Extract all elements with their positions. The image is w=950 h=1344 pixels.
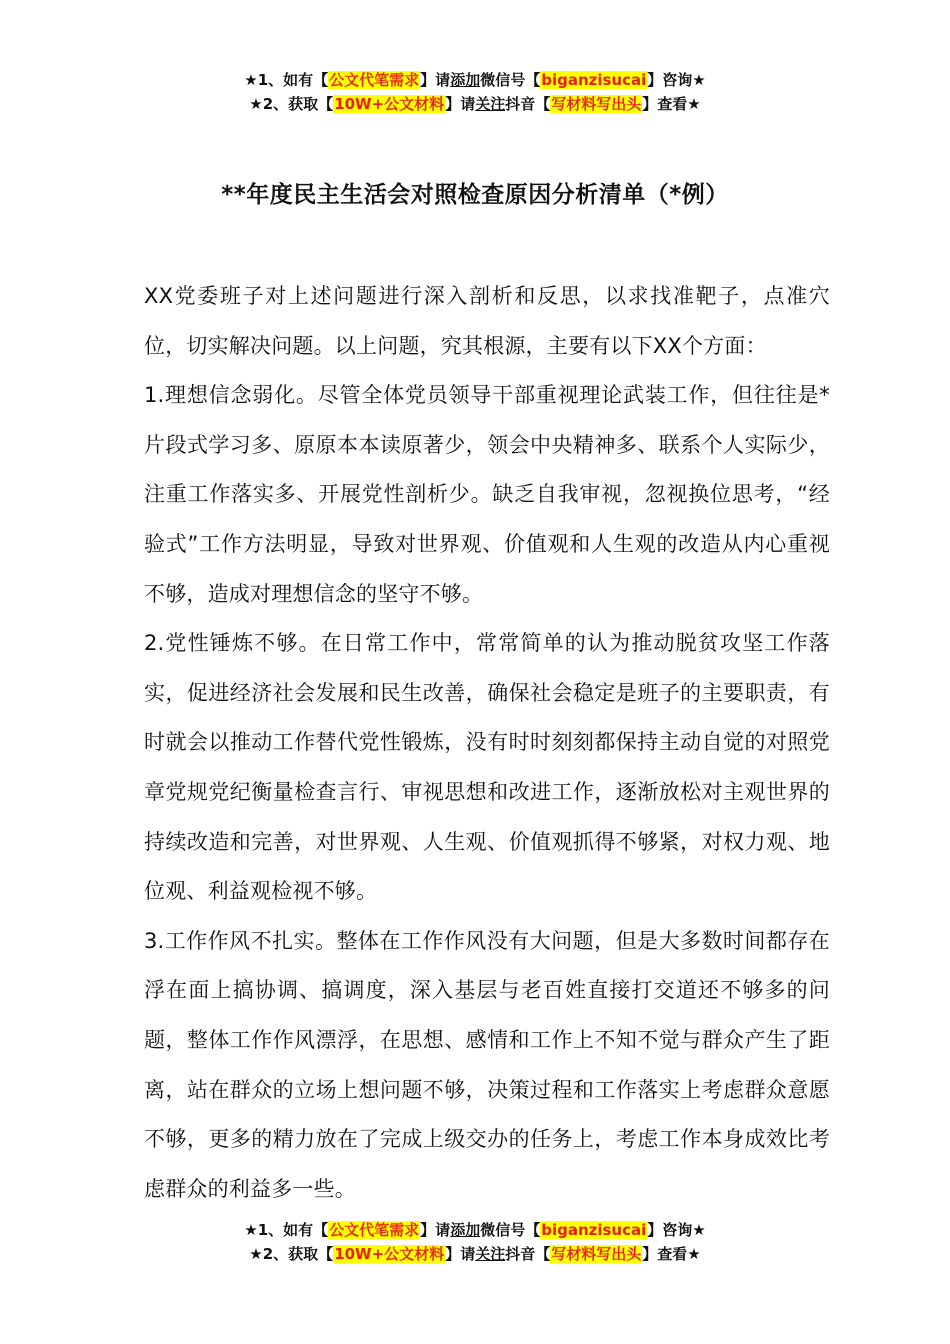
banner-highlight: 10W+公文材料 xyxy=(334,1245,445,1263)
paragraph-2: 2.党性锤炼不够。在日常工作中，常常简单的认为推动脱贫攻坚工作落实，促进经济社会发展和民生改善，确保社会稳定是班子的主要职责，有时就会以推动工作替代党性锻炼，没有时时刻刻都保持主动自觉的对照党章党规党纪衡量检查言行、审视思想和改进工作，逐渐放松对主观世界的持续改造和完善，对世界观、人生观、价值观抓得不够紧，对权力观、地位观、利益观检视不够。 xyxy=(144,631,830,904)
banner-underline: 关注 xyxy=(475,95,506,113)
bottom-banner xyxy=(0,1218,950,1266)
document-body xyxy=(144,272,830,1214)
banner-highlight: 公文代笔需求 xyxy=(329,1221,420,1239)
banner-line-1 xyxy=(0,68,950,92)
document-title: **年度民主生活会对照检查原因分析清单（*例） xyxy=(221,182,729,208)
banner-line-2 xyxy=(0,1242,950,1266)
paragraph-1: 1.理想信念弱化。尽管全体党员领导干部重视理论武装工作，但往往是*片段式学习多、原原本本读原著少，领会中央精神多、联系个人实际少，注重工作落实多、开展党性剖析少。缺乏自我审视，忽视换位思考，“经验式”工作方法明显，导致对世界观、价值观和人生观的改造从内心重视不够，造成对理想信念的坚守不够。 xyxy=(144,383,830,606)
banner-text: ★2、获取【 xyxy=(249,1245,334,1263)
banner-text: 】请 xyxy=(445,95,476,113)
banner-highlight: 10W+公文材料 xyxy=(334,95,445,113)
banner-highlight: biganzisucai xyxy=(541,71,647,89)
banner-highlight: 公文代笔需求 xyxy=(329,71,420,89)
banner-text: 】咨询★ xyxy=(647,71,706,89)
banner-text: 微信号【 xyxy=(480,1221,541,1239)
top-banner xyxy=(0,68,950,116)
banner-highlight: 写材料写出头 xyxy=(551,1245,642,1263)
banner-text: 】查看★ xyxy=(642,95,701,113)
banner-text: ★2、获取【 xyxy=(249,95,334,113)
banner-text: ★1、如有【 xyxy=(244,71,329,89)
banner-text: 抖音【 xyxy=(505,95,551,113)
banner-text: 】咨询★ xyxy=(647,1221,706,1239)
banner-underline: 关注 xyxy=(475,1245,506,1263)
paragraph-intro: XX党委班子对上述问题进行深入剖析和反思，以求找准靶子，点准穴位，切实解决问题。以上问题，究其根源，主要有以下XX个方面： xyxy=(144,284,830,358)
banner-underline: 添加 xyxy=(450,1221,481,1239)
banner-text: 微信号【 xyxy=(480,71,541,89)
banner-text: 抖音【 xyxy=(505,1245,551,1263)
banner-text: ★1、如有【 xyxy=(244,1221,329,1239)
banner-line-1 xyxy=(0,1218,950,1242)
banner-highlight: 写材料写出头 xyxy=(551,95,642,113)
paragraph-3: 3.工作作风不扎实。整体在工作作风没有大问题，但是大多数时间都存在浮在面上搞协调、搞调度，深入基层与老百姓直接打交道还不够多的问题，整体工作作风漂浮，在思想、感情和工作上不知不觉与群众产生了距离，站在群众的立场上想问题不够，决策过程和工作落实上考虑群众意愿不够，更多的精力放在了完成上级交办的任务上，考虑工作本身成效比考虑群众的利益多一些。 xyxy=(144,928,830,1201)
banner-text: 】请 xyxy=(445,1245,476,1263)
banner-text: 】请 xyxy=(420,71,451,89)
banner-text: 】查看★ xyxy=(642,1245,701,1263)
banner-text: 】请 xyxy=(420,1221,451,1239)
banner-line-2 xyxy=(0,92,950,116)
banner-highlight: biganzisucai xyxy=(541,1221,647,1239)
banner-underline: 添加 xyxy=(450,71,481,89)
